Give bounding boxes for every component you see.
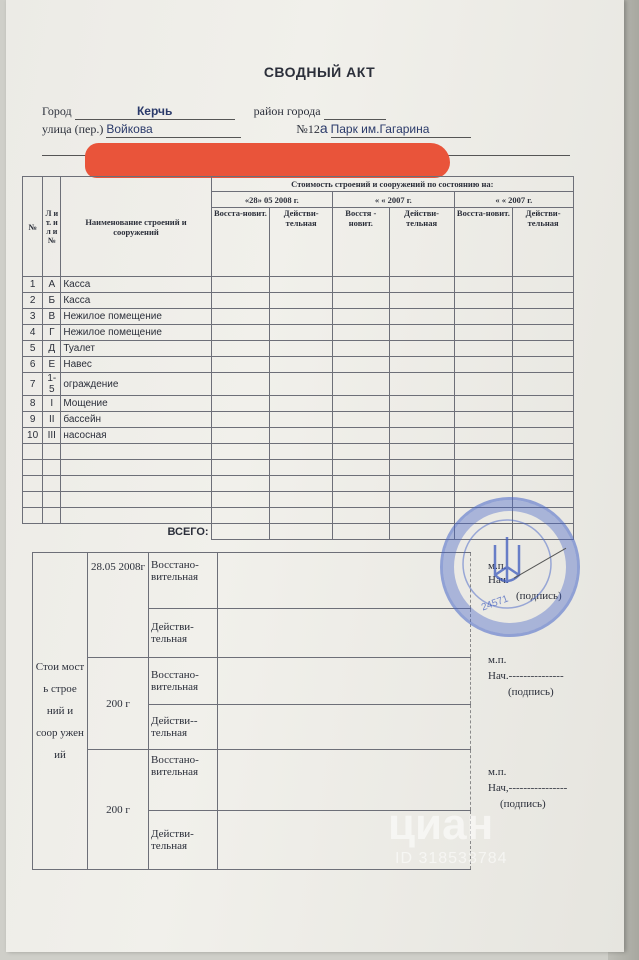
signature-caption-2: (подпись) [508,686,554,698]
header-actual-3: Действи-тельная [513,208,574,277]
cost-cell [211,357,270,373]
cost-cell [211,412,270,428]
cost-cell [270,341,333,357]
table-row [23,460,574,476]
table-row [23,357,574,373]
stamp-code: 24571 [479,593,510,614]
header-cost: Стоимость строений и сооружений по состоянию на: [211,177,573,192]
row-letter: Е [43,357,61,373]
table-row [23,412,574,428]
row-name: ограждение [61,373,211,396]
head-sign-2: Нач.--------------- [488,670,564,682]
house-rest: Парк им.Гагарина [330,122,430,136]
cost-cell [270,277,333,293]
cost-cell [211,396,270,412]
summary-value-cell [218,608,471,657]
table-row [23,373,574,396]
cost-cell [333,277,389,293]
header-actual-2: Действи-тельная [389,208,454,277]
city-value-field [75,104,235,120]
city-label: Город [42,104,72,118]
cost-cell [270,412,333,428]
row-number: 10 [23,428,43,444]
cost-cell [211,373,270,396]
cost-cell [454,293,513,309]
summary-side-label: Стои мост ь строе ний и соор ужен ий [33,553,88,870]
row-number: 1 [23,277,43,293]
cost-cell [454,412,513,428]
seal-place-2: м.п. [488,654,507,666]
summary-date-1: 28.05 2008г [88,553,149,658]
summary-actual-3: Действи-тельная [149,811,218,870]
cost-cell [389,341,454,357]
buildings-table [22,176,574,540]
table-header-row [23,177,574,192]
row-name: Нежилое помещение [61,309,211,325]
row-name: Нежилое помещение [61,325,211,341]
cost-cell [211,428,270,444]
row-number: 4 [23,325,43,341]
table-body [23,277,574,444]
cost-cell [333,325,389,341]
cost-cell [454,357,513,373]
cost-cell [513,309,574,325]
cost-cell [454,341,513,357]
head-sign-1: Нач. [488,574,509,586]
signature-caption-1: (подпись) [516,590,562,602]
row-name: Туалет [61,341,211,357]
total-label: ВСЕГО: [61,524,211,540]
table-row [23,325,574,341]
watermark-brand: циан [388,800,494,849]
head-sign-3: Нач,---------------- [488,782,568,794]
row-letter: Г [43,325,61,341]
row-letter: В [43,309,61,325]
row-number: 2 [23,293,43,309]
city-line [42,104,386,120]
street-value: Войкова [106,122,153,136]
house-label: №12 [296,122,320,136]
row-name: Навес [61,357,211,373]
table-row [23,428,574,444]
house-rest-field [331,122,471,138]
watermark-id: ID 318533784 [395,850,508,867]
table-row [23,396,574,412]
summary-restore-3: Восстано-вительная [149,750,218,811]
cost-cell [513,373,574,396]
city-value: Керчь [136,104,173,118]
street-label: улица (пер.) [42,122,104,136]
header-restore-3: Восста-новит. [454,208,513,277]
cost-cell [333,357,389,373]
table-row [23,444,574,460]
row-name: бассейн [61,412,211,428]
row-number: 3 [23,309,43,325]
header-restore-1: Восста-новит. [211,208,270,277]
seal-place-1: м.п. [488,560,507,572]
house-suffix: а [319,120,328,136]
row-letter: Д [43,341,61,357]
cost-cell [211,309,270,325]
summary-date-3: 200 г [88,750,149,870]
summary-value-cell [218,658,471,705]
cost-cell [333,373,389,396]
row-name: насосная [61,428,211,444]
redaction-mark [85,143,450,178]
cost-cell [270,373,333,396]
cost-cell [389,325,454,341]
district-label: район города [253,104,321,118]
cost-cell [270,293,333,309]
cost-cell [454,309,513,325]
cost-cell [513,396,574,412]
cost-cell [211,341,270,357]
street-value-field [106,122,241,138]
cost-cell [389,357,454,373]
row-letter: I [43,396,61,412]
summary-date-2: 200 г [88,658,149,750]
row-name: Мощение [61,396,211,412]
cost-cell [454,396,513,412]
cost-cell [333,428,389,444]
table-row [23,476,574,492]
summary-value-cell [218,553,471,609]
header-num: № [23,177,43,277]
cost-cell [270,396,333,412]
cost-cell [333,396,389,412]
table-row [23,293,574,309]
cost-cell [513,293,574,309]
cost-cell [211,293,270,309]
cost-cell [513,428,574,444]
table-row [23,277,574,293]
cost-cell [389,428,454,444]
cost-cell [211,325,270,341]
summary-restore-2: Восстано-вительная [149,658,218,705]
cost-cell [270,428,333,444]
cost-cell [513,341,574,357]
row-name: Касса [61,293,211,309]
cost-cell [389,277,454,293]
cost-cell [389,309,454,325]
cost-cell [389,396,454,412]
cost-cell [333,309,389,325]
header-name: Наименование строений и сооружений [61,177,211,277]
cost-cell [333,293,389,309]
row-number: 8 [23,396,43,412]
seal-place-3: м.п. [488,766,507,778]
cost-cell [211,277,270,293]
header-restore-2: Восстя - новит. [333,208,389,277]
row-letter: 1-5 [43,373,61,396]
cost-cell [333,412,389,428]
signature-caption-3: (подпись) [500,798,546,810]
row-number: 7 [23,373,43,396]
cost-cell [454,428,513,444]
cost-cell [389,373,454,396]
street-line [42,120,471,138]
summary-restore-1: Восстано-вительная [149,553,218,609]
header-date-1: «28» 05 2008 г. [211,192,332,208]
summary-actual-1: Действи-тельная [149,608,218,657]
summary-actual-2: Действи--тельная [149,705,218,750]
cost-cell [270,325,333,341]
document-title: СВОДНЫЙ АКТ [263,64,376,80]
cost-cell [454,373,513,396]
table-row [23,309,574,325]
cost-cell [513,277,574,293]
row-letter: Б [43,293,61,309]
district-field [324,104,386,120]
header-date-2: « « 2007 г. [333,192,454,208]
header-actual-1: Действи-тельная [270,208,333,277]
cost-cell [333,341,389,357]
cost-cell [389,293,454,309]
cost-cell [454,325,513,341]
row-number: 5 [23,341,43,357]
cost-cell [270,357,333,373]
cost-cell [513,325,574,341]
cost-cell [389,412,454,428]
header-letter: Л и т. и л и № [43,177,61,277]
row-letter: А [43,277,61,293]
row-number: 6 [23,357,43,373]
summary-value-cell [218,705,471,750]
cost-cell [513,412,574,428]
header-date-3: « « 2007 г. [454,192,573,208]
table-row [23,341,574,357]
row-letter: III [43,428,61,444]
row-letter: II [43,412,61,428]
cost-cell [513,357,574,373]
cost-cell [454,277,513,293]
cost-cell [270,309,333,325]
row-name: Касса [61,277,211,293]
row-number: 9 [23,412,43,428]
